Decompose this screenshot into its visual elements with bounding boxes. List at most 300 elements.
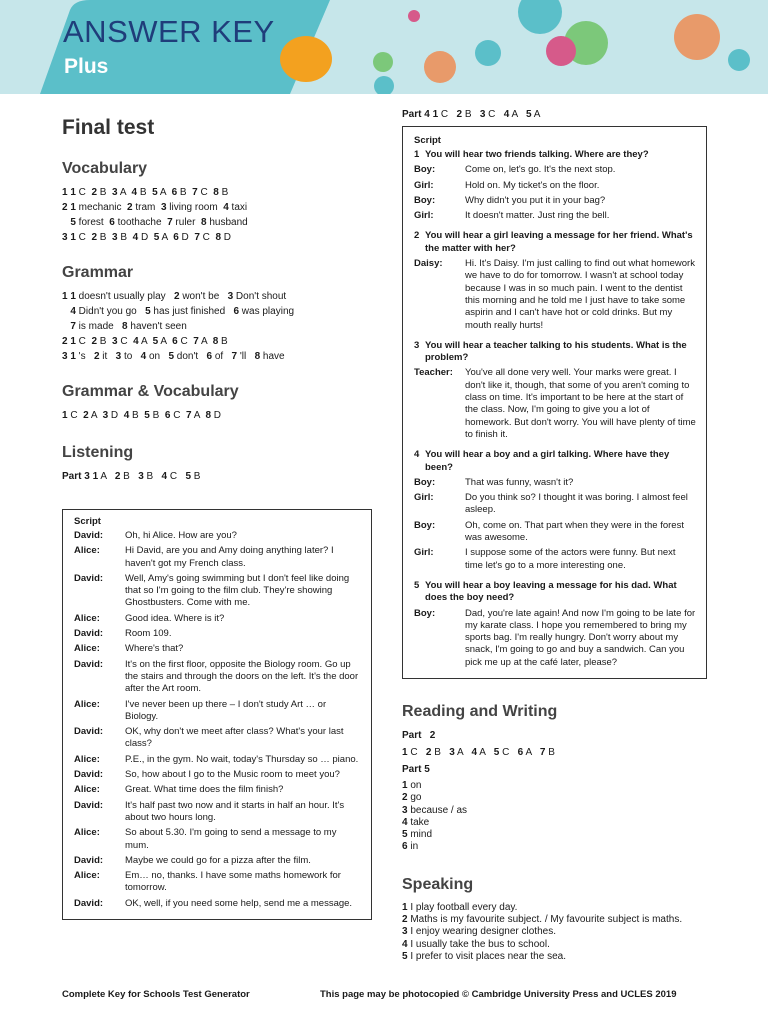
question-text: You will hear two friends talking. Where are they? — [425, 149, 649, 160]
item-number: 3 — [102, 410, 109, 421]
utterance: Oh, come on. That part when they were in the forest was awesome. — [465, 519, 684, 544]
list-item — [402, 841, 707, 853]
item-text: go — [407, 792, 422, 804]
item-number: 5 — [493, 746, 500, 758]
footer-left: Complete Key for Schools Test Generator — [62, 989, 250, 1000]
speaker-name: Alice: — [74, 784, 100, 796]
dialogue-turn — [74, 530, 361, 542]
answer-text: A — [454, 746, 472, 758]
dialogue-turn — [74, 659, 361, 696]
reading-part2-label: Part 2 — [402, 729, 436, 741]
item-number: 2 — [456, 109, 463, 120]
item-text: in — [407, 841, 419, 853]
item-number: 3 — [115, 351, 122, 362]
item-text: I play football every day. — [407, 901, 518, 913]
answer-text: A — [477, 746, 494, 758]
answer-text: B — [218, 187, 229, 198]
item-number: 2 — [402, 792, 408, 804]
item-number: 7 — [192, 187, 198, 198]
item-number: 4 — [471, 746, 478, 758]
item-text: mind — [407, 829, 433, 841]
speaker-name: Girl: — [414, 492, 434, 504]
answer-text: mechanic — [75, 202, 128, 213]
item-number: 7 — [186, 410, 192, 421]
bubble-salmon — [424, 51, 456, 83]
dialogue-turn — [74, 855, 361, 867]
answer-key-subtitle: Plus — [64, 55, 109, 78]
dialogue-turn — [74, 628, 361, 640]
item-number: 2 — [114, 471, 121, 482]
answer-text: living room — [166, 202, 224, 213]
answer-line — [62, 350, 372, 363]
item-number: 4 — [402, 816, 408, 828]
speaker-name: David: — [74, 658, 104, 670]
question — [414, 449, 696, 474]
answer-text: A — [157, 187, 172, 198]
utterance: So about 5.30. I'm going to send a message to my mum. — [125, 827, 337, 851]
item-number: 1 — [62, 410, 68, 421]
answer-text: A — [159, 232, 174, 243]
answer-text: C — [499, 746, 518, 758]
answer-text: B — [97, 187, 113, 198]
reading-part5-answers — [402, 780, 707, 854]
bubble-pink-small — [408, 10, 420, 22]
answer-key-title: ANSWER KEY — [63, 14, 275, 49]
item-number: 7 — [193, 336, 199, 347]
answer-text: C — [407, 746, 426, 758]
utterance: Good idea. Where is it? — [125, 612, 225, 624]
item-number: 7 — [167, 217, 173, 228]
speaker-name: David: — [74, 799, 104, 811]
item-number: 3 — [479, 109, 486, 120]
dialogue-turn — [74, 613, 361, 625]
answer-text: B — [431, 746, 450, 758]
answer-text: C — [167, 471, 186, 482]
answer-text: A — [117, 187, 132, 198]
answer-line — [402, 108, 707, 121]
item-number: 3 — [138, 471, 144, 482]
item-text: I usually take the bus to school. — [407, 938, 550, 950]
answer-text: A — [191, 410, 206, 421]
question-number: 4 — [414, 449, 420, 461]
item-number: 8 — [213, 187, 219, 198]
grammar-vocab-answers — [62, 409, 372, 422]
footer-right: This page may be photocopied © Cambridge University Press and UCLES 2019 — [320, 989, 677, 1000]
utterance: I suppose some of the actors were funny. But next time let's go to a more interesting one. — [465, 547, 676, 571]
speaker-name: Alice: — [74, 643, 100, 655]
dialogue-turn — [74, 643, 361, 655]
bubble-salmon-large — [674, 14, 720, 60]
item-number: 5 — [185, 471, 192, 482]
dialogue-turn — [74, 573, 361, 610]
utterance: Great. What time does the film finish? — [125, 784, 284, 796]
item-number: 3 — [402, 926, 408, 938]
list-item — [402, 939, 707, 951]
answer-line — [62, 335, 372, 348]
item-number: 4 — [62, 306, 76, 317]
question — [414, 149, 696, 161]
answer-text: 's — [75, 351, 94, 362]
item-number: 2 — [83, 410, 89, 421]
speaker-name: David: — [74, 726, 104, 738]
speaker-name: Boy: — [414, 164, 436, 176]
item-number: 3 — [112, 336, 118, 347]
answer-text: on — [146, 351, 169, 362]
answer-text: A — [158, 336, 173, 347]
answer-text: won't be — [179, 291, 228, 302]
listening-heading: Listening — [62, 444, 134, 461]
list-item — [402, 914, 707, 926]
answer-text: B — [143, 471, 162, 482]
list-item — [402, 817, 707, 829]
page-title: Final test — [62, 116, 155, 139]
speaker-name: David: — [74, 769, 104, 781]
question-number: 5 — [414, 579, 420, 591]
dialogue-turn — [414, 180, 696, 192]
bubble-teal-right — [728, 49, 750, 71]
item-number: 5 — [152, 187, 158, 198]
utterance: Dad, you're late again! And now I'm going to be late for my karate class. I hope you remembered to bring my sports bag. I'm really hungry. Don't worry about my snack, I'm going to go and buy a sandwich. Can you pick me up at the café later, please? — [465, 607, 696, 668]
item-number: 2 1 — [62, 336, 76, 347]
speaker-name: Boy: — [414, 476, 436, 488]
item-number: 2 — [91, 187, 98, 198]
dialogue-turn — [74, 754, 361, 766]
utterance: It's half past two now and it starts in half an hour. It's about two hours long. — [125, 799, 345, 823]
dialogue-turn — [74, 769, 361, 781]
speaker-name: Boy: — [414, 519, 436, 531]
answer-text: C — [75, 187, 92, 198]
answer-line — [62, 186, 372, 199]
answer-text: B — [137, 187, 153, 198]
item-number: 2 — [91, 336, 98, 347]
dialogue-turn — [414, 258, 696, 332]
item-number: 2 1 — [62, 202, 76, 213]
item-text: I enjoy wearing designer clothes. — [407, 926, 556, 938]
utterance: Em… no, thanks. I have some maths homework for tomorrow. — [125, 870, 341, 894]
answer-text: A — [523, 746, 540, 758]
dialogue-turn — [414, 210, 696, 222]
question-number: 3 — [414, 339, 420, 351]
speaker-name: Girl: — [414, 179, 434, 191]
answer-text: taxi — [228, 202, 248, 213]
question-number: 2 — [414, 230, 420, 242]
item-number: 1 — [92, 471, 99, 482]
left-column — [62, 108, 372, 920]
item-number: 1 — [432, 109, 439, 120]
listening-part4-answers — [402, 108, 707, 121]
answer-text: A — [509, 109, 526, 120]
answer-text: C — [177, 336, 194, 347]
utterance: It's on the first floor, opposite the Biology room. Go up the stairs and through the doors on the left. It's the door after the Art room. — [125, 658, 359, 695]
utterance: Come on, let's go. It's the next stop. — [465, 164, 616, 176]
item-number: 3 — [160, 202, 167, 213]
grammar-heading: Grammar — [62, 264, 134, 281]
header-banner — [0, 0, 768, 94]
answer-text: A — [198, 336, 213, 347]
speaker-name: David: — [74, 572, 104, 584]
item-number: 2 — [127, 202, 133, 213]
answer-line — [62, 290, 372, 303]
item-number: 4 — [132, 232, 139, 243]
speaker-name: Alice: — [74, 753, 100, 765]
reading-writing-heading: Reading and Writing — [402, 702, 558, 720]
item-number: 1 — [402, 746, 408, 758]
dialogue-turn — [74, 898, 361, 910]
answer-text: 'll — [237, 351, 255, 362]
item-number: 5 — [402, 950, 408, 962]
answer-text: D — [138, 232, 154, 243]
answer-text: C — [197, 187, 214, 198]
speaker-name: Alice: — [74, 827, 100, 839]
item-number: 5 — [168, 351, 175, 362]
item-number: 2 — [93, 351, 100, 362]
utterance: Room 109. — [125, 628, 172, 640]
item-number: 6 — [206, 351, 213, 362]
list-item — [402, 951, 707, 963]
answer-line — [62, 231, 372, 244]
utterance: P.E., in the gym. No wait, today's Thursday so … piano. — [125, 753, 359, 765]
item-number: 5 — [152, 336, 159, 347]
dialogue-turn — [74, 545, 361, 570]
item-number: 5 — [526, 109, 532, 120]
bubble-green-small — [373, 52, 393, 72]
list-item — [402, 805, 707, 817]
bubble-teal-top — [518, 0, 562, 34]
list-item — [402, 829, 707, 841]
utterance: It doesn't matter. Just ring the bell. — [465, 210, 610, 222]
question — [414, 230, 696, 255]
answer-text: D — [221, 232, 232, 243]
item-number: 4 — [140, 351, 147, 362]
speaker-name: Girl: — [414, 210, 434, 222]
item-number: 4 — [223, 202, 229, 213]
question-text: You will hear a boy and a girl talking. Where have they been? — [425, 449, 670, 473]
item-number: 1 1 — [62, 291, 76, 302]
list-item — [402, 780, 707, 792]
item-number: 8 — [215, 232, 222, 243]
utterance: Oh, hi Alice. How are you? — [125, 530, 237, 541]
item-number: 7 — [194, 232, 200, 243]
item-number: 6 — [171, 187, 178, 198]
dialogue-turn — [74, 726, 361, 751]
item-number: 2 — [91, 232, 98, 243]
item-number: 8 — [201, 217, 207, 228]
dialogue-turn — [414, 477, 696, 489]
answer-text: A — [88, 410, 103, 421]
answer-text: A — [138, 336, 153, 347]
answer-text: Didn't you go — [75, 306, 146, 317]
answer-text: B — [97, 336, 113, 347]
answer-text: doesn't usually play — [75, 291, 174, 302]
item-number: 3 — [227, 291, 234, 302]
question — [414, 580, 696, 605]
script-title: Script — [414, 135, 441, 146]
utterance: That was funny, wasn't it? — [465, 476, 574, 488]
bubble-teal-mid — [475, 40, 501, 66]
item-number: 5 — [144, 410, 150, 421]
answer-line — [62, 201, 372, 214]
item-number: 6 — [164, 410, 171, 421]
item-number: 3 — [402, 804, 408, 816]
dialogue-turn — [414, 367, 696, 441]
speaker-name: Alice: — [74, 612, 100, 624]
item-text: because / as — [407, 804, 468, 816]
answer-text: B — [545, 746, 555, 758]
item-number: 5 — [402, 829, 408, 841]
dialogue-turn — [414, 195, 696, 207]
item-number: 6 — [109, 217, 115, 228]
answer-text: C — [75, 336, 92, 347]
answer-text: C — [75, 232, 92, 243]
answer-text: A — [531, 109, 541, 120]
item-number: 4 — [503, 109, 510, 120]
question-number: 1 — [414, 149, 420, 160]
item-number: 3 — [112, 187, 118, 198]
answer-text: C — [485, 109, 504, 120]
item-number: 8 — [122, 321, 128, 332]
answer-text: D — [178, 232, 195, 243]
item-number: 4 — [161, 471, 168, 482]
answer-text: forest — [75, 217, 110, 228]
answer-line — [402, 746, 707, 759]
grammar-answers — [62, 290, 372, 363]
utterance: You've all done very well. Your marks were great. I don't like it, though, that some of you aren't coming to class on time. It's important to be here at the start of the class. Now, I'm going to give you a lot of homework. But don't worry. You will have plenty of time to finish it. — [465, 367, 696, 440]
item-number: 6 — [517, 746, 524, 758]
item-number: 3 — [112, 232, 118, 243]
vocabulary-heading: Vocabulary — [62, 160, 148, 177]
answer-text: it — [99, 351, 116, 362]
reading-part2-answers — [402, 746, 707, 759]
utterance: Hold on. My ticket's on the floor. — [465, 179, 600, 191]
vocabulary-answers — [62, 186, 372, 244]
answer-text: B — [120, 471, 139, 482]
speaker-name: Boy: — [414, 607, 436, 619]
speaker-name: Alice: — [74, 545, 100, 557]
item-number: 6 — [173, 232, 179, 243]
speaker-name: Alice: — [74, 870, 100, 882]
utterance: Well, Amy's going swimming but I don't feel like doing that so I'm going to the film club. They're showing Ghostbusters. Come with me. — [125, 572, 350, 609]
answer-text: B — [97, 232, 113, 243]
speaker-name: David: — [74, 628, 104, 640]
speaking-heading: Speaking — [402, 875, 474, 893]
answer-text: have — [260, 351, 285, 362]
part4-questions — [414, 149, 696, 669]
dialogue-turn — [74, 827, 361, 852]
answer-text: C — [438, 109, 457, 120]
item-number: 8 — [205, 410, 212, 421]
item-number: 4 — [131, 187, 138, 198]
utterance: Do you think so? I thought it was boring. I almost feel asleep. — [465, 492, 688, 516]
speaker-name: Girl: — [414, 547, 434, 559]
item-number: 2 — [402, 914, 408, 926]
item-number: 8 — [254, 351, 261, 362]
answer-text: C — [67, 410, 84, 421]
dialogue-turn — [74, 784, 361, 796]
item-number: 5 — [62, 217, 76, 228]
question — [414, 340, 696, 365]
item-number: 3 — [449, 746, 455, 758]
utterance: OK, well, if you need some help, send me a message. — [125, 897, 353, 909]
answer-line — [62, 320, 372, 333]
item-text: on — [407, 779, 422, 791]
item-number: Part 3 — [62, 471, 90, 482]
answer-text: A — [98, 471, 115, 482]
dialogue-turn — [414, 608, 696, 669]
part3-script-box — [62, 509, 372, 920]
utterance: So, how about I go to the Music room to meet you? — [125, 769, 340, 781]
answer-text: husband — [206, 217, 248, 228]
answer-line — [62, 305, 372, 318]
answer-text: C — [117, 336, 134, 347]
bubble-orange-large — [280, 36, 332, 82]
list-item — [402, 902, 707, 914]
item-number: 4 — [133, 336, 139, 347]
item-number: 3 1 — [62, 232, 76, 243]
utterance: Where's that? — [125, 643, 184, 655]
answer-text: is made — [75, 321, 123, 332]
item-number: 2 — [425, 746, 432, 758]
answer-text: haven't seen — [127, 321, 187, 332]
answer-text: B — [177, 187, 193, 198]
answer-text: to — [121, 351, 141, 362]
answer-text: B — [117, 232, 133, 243]
speaker-name: Boy: — [414, 194, 436, 206]
item-number: 6 — [172, 336, 178, 347]
item-text: I prefer to visit places near the sea. — [407, 950, 566, 962]
bubble-pink-large — [546, 36, 576, 66]
speaker-name: Daisy: — [414, 258, 443, 270]
question-text: You will hear a boy leaving a message for his dad. What does the boy need? — [425, 579, 677, 604]
speaker-name: David: — [74, 854, 104, 866]
utterance: I've never been up there – I don't study Art … or Biology. — [125, 698, 327, 722]
item-number: 4 — [123, 410, 130, 421]
answer-text: toothache — [114, 217, 168, 228]
answer-text: B — [218, 336, 228, 347]
item-number: Part 4 — [402, 109, 430, 120]
answer-text: B — [462, 109, 480, 120]
right-column — [402, 108, 707, 963]
speaker-name: Teacher: — [414, 367, 453, 379]
item-number: 4 — [402, 938, 408, 950]
utterance: Hi David, are you and Amy doing anything later? I haven't got my French class. — [125, 545, 334, 569]
answer-text: B — [149, 410, 165, 421]
script-title: Script — [74, 516, 101, 527]
dialogue-turn — [74, 870, 361, 895]
answer-text: C — [170, 410, 186, 421]
question-text: You will hear a girl leaving a message for her friend. What's the matter with her? — [425, 230, 693, 254]
answer-text: C — [199, 232, 216, 243]
dialogue-turn — [414, 547, 696, 572]
item-number: 7 — [62, 321, 76, 332]
speaker-name: David: — [74, 897, 104, 909]
dialogue-turn — [74, 800, 361, 825]
item-number: 5 — [153, 232, 160, 243]
answer-text: D — [211, 410, 222, 421]
item-number: 3 1 — [62, 351, 76, 362]
reading-part5-label: Part 5 — [402, 763, 430, 775]
list-item — [402, 926, 707, 938]
answer-text: tram — [132, 202, 161, 213]
listening-part3-answers — [62, 470, 372, 483]
answer-line — [62, 409, 372, 422]
answer-line — [62, 216, 372, 229]
dialogue-turn — [414, 492, 696, 517]
dialogue-turn — [414, 164, 696, 176]
utterance: Maybe we could go for a pizza after the film. — [125, 854, 311, 866]
list-item — [402, 792, 707, 804]
utterance: OK, why don't we meet after class? What's your last class? — [125, 726, 344, 750]
item-number: 2 — [173, 291, 180, 302]
